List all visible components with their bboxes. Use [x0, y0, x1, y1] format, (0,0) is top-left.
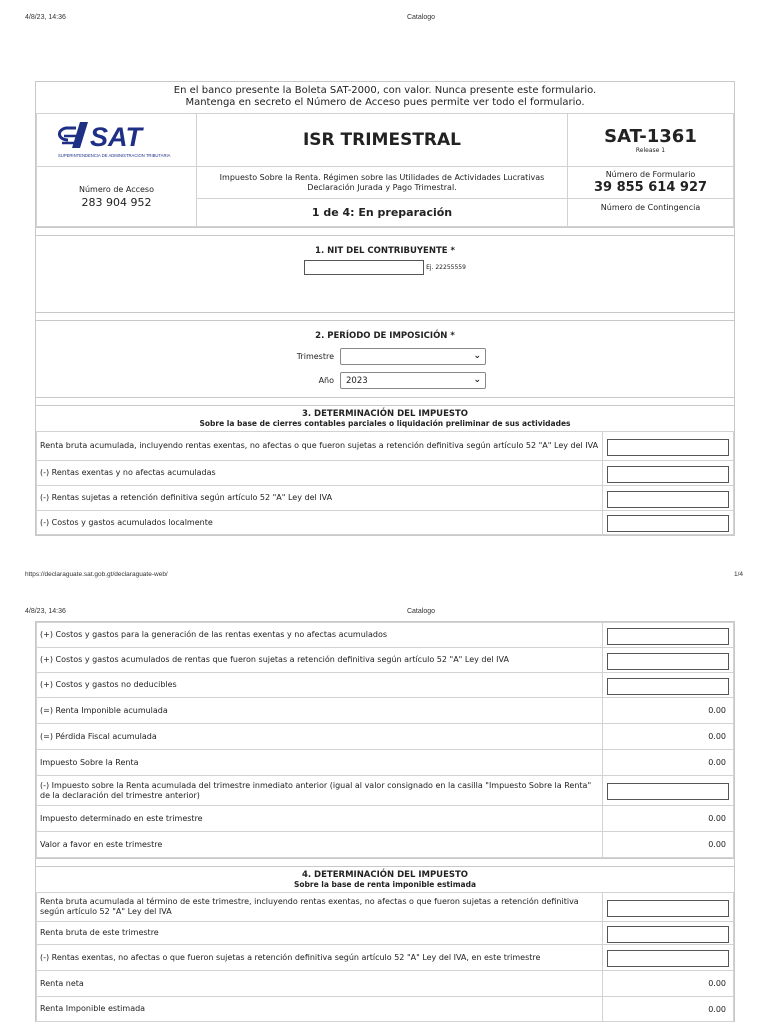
year-label: Año	[318, 376, 334, 385]
section-4-table	[36, 892, 734, 1022]
field-label: Renta neta	[37, 971, 603, 997]
form-number-block	[568, 167, 734, 199]
notice-line-2: Mantenga en secreto el Número de Acceso pues permite ver todo el formulario.	[185, 97, 585, 108]
section-period-title: 2. PERÍODO DE IMPOSICIÓN *	[315, 331, 455, 341]
computed-value: 0.00	[603, 698, 734, 724]
amount-input[interactable]	[607, 926, 729, 943]
year-value: 2023	[346, 376, 368, 386]
field-value-cell	[603, 922, 734, 945]
field-label: Renta bruta acumulada, incluyendo rentas exentas, no afectas o que fueron sujetas a retención definitiva según artículo 52 "A" Ley del IVA	[37, 432, 603, 461]
print-title: Catalogo	[406, 14, 436, 21]
amount-input[interactable]	[607, 950, 729, 967]
quarter-select[interactable]	[340, 348, 486, 365]
nit-hint: Ej. 22255559	[426, 264, 466, 271]
field-label: (-) Rentas sujetas a retención definitiva según artículo 52 "A" Ley del IVA	[37, 486, 603, 511]
amount-input[interactable]	[607, 491, 729, 508]
field-value-cell	[603, 893, 734, 922]
field-label: (-) Costos y gastos acumulados localmente	[37, 511, 603, 535]
field-label: Renta Imponible estimada	[37, 997, 603, 1022]
field-row	[37, 511, 734, 535]
field-label: (-) Impuesto sobre la Renta acumulada del trimestre inmediato anterior (igual al valor consignado en la casilla "Impuesto Sobre la Renta" de la declaración del trimestre anterior)	[37, 776, 603, 806]
year-select[interactable]	[340, 372, 486, 389]
form-status: 1 de 4: En preparación	[197, 199, 568, 227]
field-row	[37, 486, 734, 511]
amount-input[interactable]	[607, 900, 729, 917]
print-datetime: 4/8/23, 14:36	[25, 608, 66, 615]
field-value-cell	[603, 776, 734, 806]
print-url: https://declaraguate.sat.gob.gt/declaraguate-web/	[25, 571, 168, 578]
chevron-down-icon: ⌄	[473, 351, 481, 361]
amount-input[interactable]	[607, 783, 729, 800]
field-label: (-) Rentas exentas y no afectas acumuladas	[37, 461, 603, 486]
sat-logo	[37, 114, 197, 167]
amount-input[interactable]	[607, 653, 729, 670]
access-number: 283 904 952	[81, 195, 152, 209]
form-frame-page-2	[35, 621, 735, 1022]
section-nit	[36, 236, 734, 312]
field-row	[37, 724, 734, 750]
field-row	[37, 432, 734, 461]
section-3-table-page-2	[36, 622, 734, 858]
print-datetime: 4/8/23, 14:36	[25, 14, 66, 21]
form-code: SAT-1361	[604, 125, 697, 147]
field-label: Impuesto determinado en este trimestre	[37, 806, 603, 832]
computed-value: 0.00	[603, 832, 734, 858]
field-value-cell	[603, 511, 734, 535]
amount-input[interactable]	[607, 439, 729, 456]
field-row	[37, 922, 734, 945]
field-label: (=) Renta Imponible acumulada	[37, 698, 603, 724]
section-3-table-page-1	[36, 431, 734, 535]
field-row	[37, 776, 734, 806]
amount-input[interactable]	[607, 466, 729, 483]
field-value-cell	[603, 673, 734, 698]
field-value-cell	[603, 432, 734, 461]
field-label: (=) Pérdida Fiscal acumulada	[37, 724, 603, 750]
field-row	[37, 648, 734, 673]
field-row	[37, 832, 734, 858]
print-page-number: 1/4	[733, 571, 743, 578]
section-nit-title: 1. NIT DEL CONTRIBUYENTE *	[315, 246, 455, 256]
form-code-block	[568, 114, 734, 167]
access-number-label: Número de Acceso	[79, 184, 154, 194]
section-4-title: 4. DETERMINACIÓN DEL IMPUESTO	[301, 870, 469, 880]
amount-input[interactable]	[607, 628, 729, 645]
form-title: ISR TRIMESTRAL	[197, 114, 568, 167]
field-label: Valor a favor en este trimestre	[37, 832, 603, 858]
computed-value: 0.00	[603, 806, 734, 832]
access-number-block	[37, 167, 197, 227]
sat-logo-text: SAT	[89, 122, 142, 152]
field-row	[37, 997, 734, 1022]
access-notice	[36, 82, 734, 113]
section-4-subtitle: Sobre la base de renta imponible estimada	[293, 880, 477, 889]
computed-value: 0.00	[603, 724, 734, 750]
section-4-header	[36, 867, 734, 892]
sat-logo-graphic	[54, 116, 180, 160]
section-3-title: 3. DETERMINACIÓN DEL IMPUESTO	[301, 409, 469, 419]
field-value-cell	[603, 945, 734, 971]
form-frame-page-1	[35, 81, 735, 536]
notice-line-1: En el banco presente la Boleta SAT-2000, con valor. Nunca presente este formulario.	[173, 85, 597, 96]
form-number-label: Número de Formulario	[605, 170, 696, 179]
field-value-cell	[603, 461, 734, 486]
field-label: (-) Rentas exentas, no afectas o que fueron sujetas a retención definitiva según artículo 52 "A" Ley del IVA, en este trimestre	[37, 945, 603, 971]
field-value-cell	[603, 486, 734, 511]
nit-input[interactable]	[304, 260, 424, 275]
computed-value: 0.00	[603, 997, 734, 1022]
form-description: Impuesto Sobre la Renta. Régimen sobre las Utilidades de Actividades Lucrativas Declaración Jurada y Pago Trimestral.	[197, 167, 568, 199]
amount-input[interactable]	[607, 678, 729, 695]
form-header-table	[36, 113, 734, 227]
field-label: (+) Costos y gastos acumulados de rentas que fueron sujetas a retención definitiva según artículo 52 "A" Ley del IVA	[37, 648, 603, 673]
section-3-subtitle: Sobre la base de cierres contables parciales o liquidación preliminar de sus actividades	[199, 419, 571, 428]
amount-input[interactable]	[607, 515, 729, 532]
field-row	[37, 971, 734, 997]
field-row	[37, 673, 734, 698]
print-title: Catalogo	[406, 608, 436, 615]
computed-value: 0.00	[603, 750, 734, 776]
field-label: Renta bruta acumulada al término de este trimestre, incluyendo rentas exentas, no afectas o que fueron sujetas a retención definitiva según artículo 52 "A" Ley del IVA	[37, 893, 603, 922]
field-row	[37, 893, 734, 922]
field-row	[37, 750, 734, 776]
contingency-number-label: Número de Contingencia	[568, 199, 734, 227]
chevron-down-icon: ⌄	[473, 375, 481, 385]
form-number: 39 855 614 927	[593, 180, 708, 195]
field-row	[37, 806, 734, 832]
section-period	[36, 321, 734, 397]
svg-text:SUPERINTENDENCIA DE ADMINISTRA: SUPERINTENDENCIA DE ADMINISTRACION TRIBUTARIA	[57, 153, 170, 158]
field-label: Renta bruta de este trimestre	[37, 922, 603, 945]
section-3-header	[36, 406, 734, 431]
field-row	[37, 461, 734, 486]
field-label: (+) Costos y gastos para la generación de las rentas exentas y no afectas acumulados	[37, 623, 603, 648]
field-label: (+) Costos y gastos no deducibles	[37, 673, 603, 698]
field-value-cell	[603, 623, 734, 648]
quarter-label: Trimestre	[296, 352, 334, 361]
field-row	[37, 698, 734, 724]
field-row	[37, 945, 734, 971]
field-value-cell	[603, 648, 734, 673]
field-row	[37, 623, 734, 648]
form-release: Release 1	[635, 146, 666, 154]
field-label: Impuesto Sobre la Renta	[37, 750, 603, 776]
computed-value: 0.00	[603, 971, 734, 997]
